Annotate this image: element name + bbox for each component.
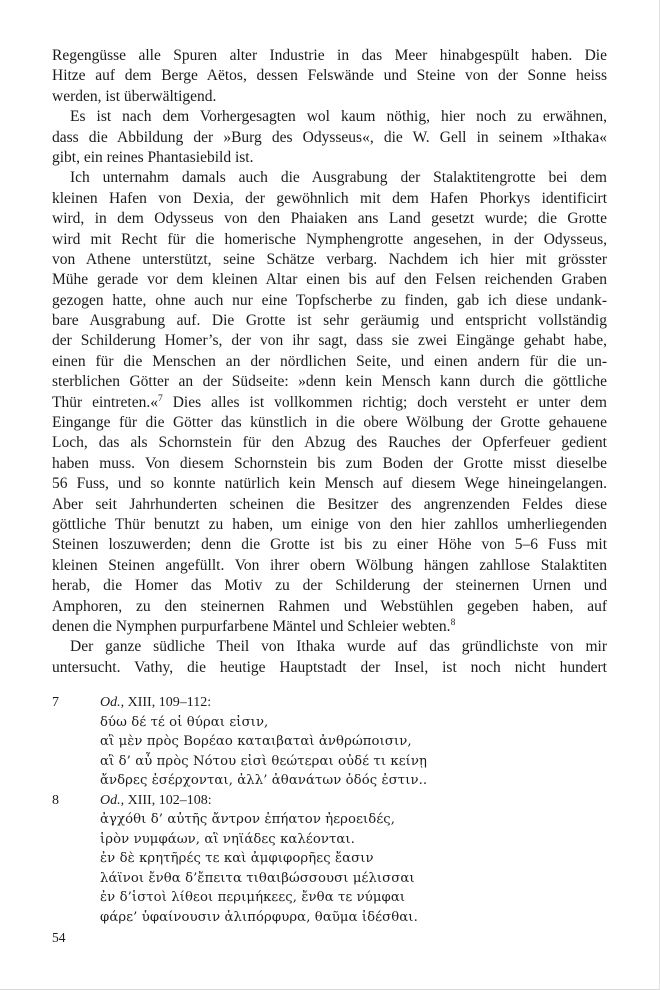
page-number: 54: [52, 930, 66, 945]
text-line: göttliche Thür benutzt zu haben, um einige von den hier zahllos umherliegenden: [52, 515, 607, 533]
text-line: Es ist nach dem Vorhergesagten wol kaum nöthig, hier noch zu erwähnen,: [70, 108, 607, 126]
text-line: Mühe gerade vor dem kleinen Altar einen bis auf den Felsen reichenden Graben: [52, 271, 607, 289]
text-line: Hitze auf dem Berge Aëtos, dessen Felswände und Steine von der Sonne heiss: [52, 67, 607, 85]
footnote-greek-line: ἐν δὲ κρητῆρές τε καὶ ἀμφιφορῆες ἔασιν: [100, 851, 374, 867]
footnote: [52, 791, 607, 928]
footnote-greek-line: ἄνδρες ἐσέρχονται, ἀλλ’ ἀθανάτων ὁδός ἐστιν..: [100, 773, 428, 789]
text-line: kleinen Steinen angefüllt. Von ihrer obern Wölbung hängen zahllose Stalaktiten: [52, 556, 607, 574]
text-line: denen die Nymphen purpurfarbene Mäntel und Schleier webten.$^8$: [52, 617, 456, 635]
text-line: Loch, das als Schornstein für den Abzug des Rauches der Opferfeuer gedient: [52, 434, 607, 452]
footnote-greek-line: ἐν δ’ἱστοὶ λίθεοι περιμήκεες, ἔνθα τε νύμφαι: [100, 890, 406, 906]
footnote-citation-locus: XIII, 102–108:: [124, 792, 212, 808]
footnote-citation-work: Od.,: [100, 695, 125, 711]
text-line: sterblichen Götter an der Südseite: »denn kein Mensch kann durch die göttliche: [52, 373, 607, 391]
text-line: Amphoren, zu den steinernen Rahmen und Webstühlen gegeben haben, auf: [52, 597, 607, 615]
footnote-number: 8: [52, 792, 59, 808]
text-line: gezogen hatte, ohne auch nur eine Topfscherbe zu finden, gab ich diese undank-: [52, 291, 607, 309]
footnote-greek-line: λάϊνοι ἔνθα δ’ἔπειτα τιθαιβώσσουσι μέλισσαι: [100, 870, 415, 886]
footnote-greek-lines: [100, 713, 607, 791]
footnote-greek-line: δύω δέ τέ οἱ θύραι εἰσιν,: [100, 714, 269, 730]
footnote-greek-line: αἳ δ’ αὖ πρὸς Νότου εἰσὶ θεώτεραι οὐδέ τι κείνῃ: [100, 753, 428, 769]
text-line: bare Ausgrabung auf. Die Grotte ist sehr geräumig und entspricht vollständig: [52, 312, 607, 330]
footnote-greek-line: ἱρὸν νυμφάων, αἳ νηϊάδες καλέονται.: [100, 831, 355, 847]
text-line: Steinen loszuwerden; denn die Grotte ist bis zu einer Höhe von 5–6 Fuss mit: [52, 536, 607, 554]
text-line: untersucht. Vathy, die heutige Hauptstadt der Insel, ist noch nicht hundert: [52, 658, 607, 676]
footnote-ref: 7: [157, 393, 163, 404]
footnote-greek-line: φάρε’ ὑφαίνουσιν ἁλιπόρφυρα, θαῦμα ἰδέσθαι.: [100, 909, 418, 925]
text-line: wird, in dem Odysseus von den Phaiaken ans Land gesetzt wurde; die Grotte: [52, 210, 607, 228]
text-line: kleinen Hafen von Dexia, der gewöhnlich mit dem Hafen Phorkys identificirt: [52, 189, 607, 207]
footnote-citation-work: Od.,: [100, 792, 125, 808]
text-line: Eingange für die Götter das künstlich in die obere Wölbung der Grotte gehauene: [52, 414, 607, 432]
text-line: von Athene unterstützt, seine Schätze verbarg. Nachdem ich hier mit grösster: [52, 250, 607, 268]
footnote-number: 7: [52, 695, 59, 711]
footnotes: [52, 693, 607, 927]
footnote-greek-line: αἳ μὲν πρὸς Βορέαο καταιβαταὶ ἀνθρώποισιν,: [100, 734, 412, 750]
footnote-greek-lines: [100, 810, 607, 927]
footnote-greek-line: ἀγχόθι δ’ αὐτῆς ἄντρον ἐπήατον ἠεροειδές,: [100, 812, 396, 828]
footnote: [52, 693, 607, 791]
footnote-citation: [100, 693, 607, 713]
text-line: herab, die Homer das Motiv zu der Schilderung der steinernen Urnen und: [52, 577, 607, 595]
text-line: Der ganze südliche Theil von Ithaka wurde auf das gründlichste von mir: [70, 638, 607, 656]
text-line: werden, ist überwältigend.: [52, 87, 217, 105]
text-line: haben muss. Von diesem Schornstein bis zum Boden der Grotte misst dieselbe: [52, 454, 607, 472]
body-text: [52, 46, 607, 678]
text-line: 56 Fuss, und so konnte natürlich kein Mensch auf diesem Wege hineingelangen.: [52, 475, 607, 493]
footnote-citation-locus: XIII, 109–112:: [124, 695, 212, 711]
text-line: Thür eintreten.«$^7$ Dies alles ist vollkommen richtig; doch versteht er unter dem: [52, 393, 607, 411]
text-line: dass die Abbildung der »Burg des Odysseus«, die W. Gell in seinem »Ithaka«: [52, 128, 607, 146]
text-line: wird mit Recht für die homerische Nymphengrotte angesehen, in der Odysseus,: [52, 230, 607, 248]
footnote-citation: [100, 791, 607, 811]
text-line: gibt, ein reines Phantasiebild ist.: [52, 148, 254, 166]
text-line: Regengüsse alle Spuren alter Industrie in das Meer hinabgespült haben. Die: [52, 47, 607, 64]
footnote-ref: 8: [450, 617, 456, 628]
text-line: der Schilderung Homer’s, der von ihr sagt, dass sie zwei Eingänge gehabt habe,: [52, 332, 607, 350]
text-line: Ich unternahm damals auch die Ausgrabung der Stalaktitengrotte bei dem: [70, 169, 607, 187]
text-line: Aber seit Jahrhunderten scheinen die Besitzer des angrenzenden Feldes diese: [52, 495, 607, 513]
text-line: einen für die Menschen an der nördlichen Seite, und einen andern für die un-: [52, 352, 607, 370]
